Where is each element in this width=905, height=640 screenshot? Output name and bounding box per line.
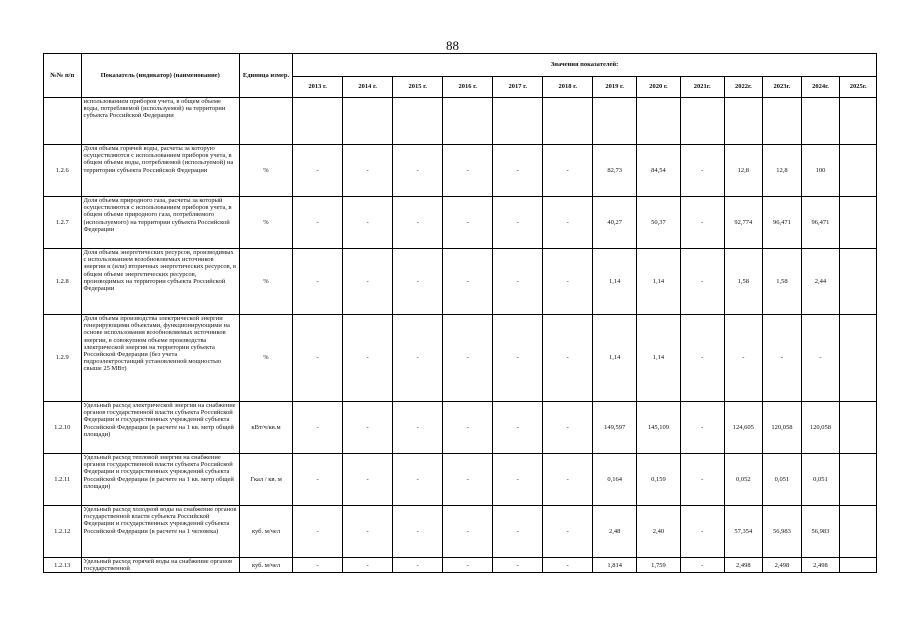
value-cell: - [680, 315, 724, 402]
unit-cell: куб. м/чел [239, 558, 292, 573]
value-cell [393, 98, 443, 145]
indicator-name: Удельный расход холодной воды на снабжение органов государственной власти субъекта Российской Федерации и государственных учреждений субъекта Российской Федерации (в расчете на 1 человека) [81, 506, 239, 558]
table-row [44, 315, 877, 402]
header-year: 2016 г. [443, 77, 493, 98]
header-year: 2022г. [724, 77, 763, 98]
unit-cell: % [239, 145, 292, 197]
header-year: 2013 г. [293, 77, 343, 98]
indicator-name: Доля объема производства электрической энергии генерирующими объектами, функционирующими на основе использования возобновляемых источников энергии, в совокупном объеме производства электрической энергии на территории субъекта Российской Федерации (без учета гидроэлектростанций установленной мощностью свыше 25 МВт) [81, 315, 239, 402]
value-cell: 96,471 [763, 197, 802, 249]
value-cell [840, 315, 877, 402]
value-cell: 56,983 [763, 506, 802, 558]
value-cell: - [343, 249, 393, 315]
value-cell [763, 98, 802, 145]
value-cell: 1,14 [593, 315, 637, 402]
value-cell: - [543, 145, 593, 197]
header-year: 2023г. [763, 77, 802, 98]
value-cell [724, 98, 763, 145]
value-cell: - [493, 145, 543, 197]
table-row [44, 145, 877, 197]
value-cell: 82,73 [593, 145, 637, 197]
unit-cell [239, 98, 292, 145]
value-cell: - [493, 558, 543, 573]
value-cell: - [393, 558, 443, 573]
value-cell: 96,471 [801, 197, 840, 249]
value-cell: - [393, 145, 443, 197]
row-number: 1.2.6 [44, 145, 82, 197]
row-number: 1.2.8 [44, 249, 82, 315]
value-cell: 1,759 [637, 558, 681, 573]
value-cell [443, 98, 493, 145]
row-number: 1.2.11 [44, 454, 82, 506]
value-cell: 149,597 [593, 402, 637, 454]
value-cell: - [493, 454, 543, 506]
table-row [44, 98, 877, 145]
value-cell: - [680, 197, 724, 249]
header-unit: Единица измер. [239, 54, 292, 98]
value-cell [680, 98, 724, 145]
value-cell: 2,44 [801, 249, 840, 315]
value-cell: - [680, 249, 724, 315]
value-cell: - [680, 558, 724, 573]
table-row [44, 558, 877, 573]
value-cell: - [443, 402, 493, 454]
table-row [44, 197, 877, 249]
value-cell: - [493, 402, 543, 454]
indicator-name: использованием приборов учета, в общем объеме воды, потребляемой (используемой) на территории субъекта Российской Федерации [81, 98, 239, 145]
value-cell: 2,48 [593, 506, 637, 558]
value-cell: 2,498 [763, 558, 802, 573]
value-cell: - [393, 315, 443, 402]
value-cell: 1,14 [593, 249, 637, 315]
unit-cell: % [239, 249, 292, 315]
value-cell [637, 98, 681, 145]
header-year: 2020 г. [637, 77, 681, 98]
value-cell [293, 98, 343, 145]
unit-cell: куб. м/чел [239, 506, 292, 558]
indicator-name: Удельный расход электрической энергии на снабжение органов государственной власти субъекта Российской Федерации и государственных учреждений субъекта Российской Федерации (в расчете на 1 кв. метр общей площади) [81, 402, 239, 454]
value-cell: 0,051 [801, 454, 840, 506]
header-indicator: Показатель (индикатор) (наименование) [81, 54, 239, 98]
value-cell: 56,983 [801, 506, 840, 558]
value-cell: - [680, 454, 724, 506]
value-cell: - [393, 249, 443, 315]
value-cell: - [443, 249, 493, 315]
value-cell [343, 98, 393, 145]
value-cell: 1,14 [637, 249, 681, 315]
value-cell: 145,109 [637, 402, 681, 454]
value-cell: - [763, 315, 802, 402]
value-cell: 12,8 [763, 145, 802, 197]
value-cell: 0,052 [724, 454, 763, 506]
row-number: 1.2.10 [44, 402, 82, 454]
value-cell: - [801, 315, 840, 402]
table-row [44, 249, 877, 315]
value-cell: - [543, 506, 593, 558]
value-cell: - [680, 506, 724, 558]
value-cell: - [493, 506, 543, 558]
value-cell: - [393, 197, 443, 249]
value-cell [840, 145, 877, 197]
value-cell: 0,164 [593, 454, 637, 506]
value-cell: - [724, 315, 763, 402]
value-cell: - [680, 145, 724, 197]
value-cell: - [343, 558, 393, 573]
row-number: 1.2.7 [44, 197, 82, 249]
value-cell: - [493, 315, 543, 402]
value-cell: - [293, 315, 343, 402]
table-row [44, 506, 877, 558]
value-cell: - [443, 315, 493, 402]
indicator-name: Доля объема энергетических ресурсов, производимых с использованием возобновляемых источников энергии и (или) вторичных энергетических ресурсов, в общем объеме энергетических ресурсов, производимых на территории субъекта Российской Федерации [81, 249, 239, 315]
value-cell: - [443, 145, 493, 197]
value-cell: - [543, 454, 593, 506]
header-year: 2014 г. [343, 77, 393, 98]
value-cell: - [293, 558, 343, 573]
header-year: 2024г. [801, 77, 840, 98]
indicators-table [43, 53, 877, 573]
value-cell: - [293, 197, 343, 249]
value-cell: - [293, 506, 343, 558]
value-cell: 1,58 [763, 249, 802, 315]
value-cell: - [680, 402, 724, 454]
value-cell: 12,8 [724, 145, 763, 197]
value-cell [840, 197, 877, 249]
value-cell: 92,774 [724, 197, 763, 249]
header-year: 2015 г. [393, 77, 443, 98]
row-number [44, 98, 82, 145]
value-cell: 120,058 [763, 402, 802, 454]
header-year: 2021г. [680, 77, 724, 98]
value-cell: - [543, 197, 593, 249]
value-cell: 1,814 [593, 558, 637, 573]
row-number: 1.2.12 [44, 506, 82, 558]
header-year: 2019 г. [593, 77, 637, 98]
value-cell: 100 [801, 145, 840, 197]
value-cell: - [543, 315, 593, 402]
value-cell: 2,498 [724, 558, 763, 573]
value-cell: 2,498 [801, 558, 840, 573]
value-cell [840, 98, 877, 145]
header-year: 2025г. [840, 77, 877, 98]
table-row [44, 402, 877, 454]
page-number: 88 [446, 38, 459, 53]
value-cell [493, 98, 543, 145]
row-number: 1.2.13 [44, 558, 82, 573]
value-cell: 0,159 [637, 454, 681, 506]
value-cell [543, 98, 593, 145]
value-cell: 1,14 [637, 315, 681, 402]
value-cell: 1,58 [724, 249, 763, 315]
value-cell: 2,40 [637, 506, 681, 558]
value-cell [840, 558, 877, 573]
value-cell: 120,058 [801, 402, 840, 454]
value-cell [840, 506, 877, 558]
value-cell: - [293, 402, 343, 454]
row-number: 1.2.9 [44, 315, 82, 402]
value-cell: 50,37 [637, 197, 681, 249]
value-cell: 84,54 [637, 145, 681, 197]
value-cell: - [443, 506, 493, 558]
value-cell: - [343, 145, 393, 197]
value-cell: - [443, 558, 493, 573]
unit-cell: % [239, 197, 292, 249]
header-year: 2018 г. [543, 77, 593, 98]
value-cell: - [393, 454, 443, 506]
value-cell: - [443, 197, 493, 249]
table-row [44, 454, 877, 506]
value-cell: - [393, 506, 443, 558]
unit-cell: % [239, 315, 292, 402]
value-cell [840, 402, 877, 454]
unit-cell: кВт/ч/кв.м [239, 402, 292, 454]
value-cell: - [343, 506, 393, 558]
value-cell: - [543, 558, 593, 573]
value-cell: - [343, 454, 393, 506]
indicator-name: Доля объема природного газа, расчеты за который осуществляются с использованием приборов учета, в общем объеме природного газа, потребляемого (используемого) на территории субъекта Российской Федерации [81, 197, 239, 249]
value-cell: 40,27 [593, 197, 637, 249]
value-cell: - [493, 249, 543, 315]
value-cell: - [543, 402, 593, 454]
indicator-name: Удельный расход тепловой энергии на снабжение органов государственной власти субъекта Российской Федерации и государственных учреждений субъекта Российской Федерации (в расчете на 1 кв. метр общей площади) [81, 454, 239, 506]
value-cell [840, 249, 877, 315]
value-cell: - [293, 145, 343, 197]
value-cell [593, 98, 637, 145]
value-cell: 124,605 [724, 402, 763, 454]
value-cell: 57,354 [724, 506, 763, 558]
value-cell: - [293, 249, 343, 315]
value-cell: - [543, 249, 593, 315]
value-cell: - [293, 454, 343, 506]
header-year: 2017 г. [493, 77, 543, 98]
value-cell: - [443, 454, 493, 506]
value-cell [840, 454, 877, 506]
value-cell: - [343, 197, 393, 249]
unit-cell: Гкал / кв. м [239, 454, 292, 506]
value-cell: - [343, 315, 393, 402]
value-cell: - [493, 197, 543, 249]
header-values-group: Значения показателей: [293, 54, 877, 77]
value-cell: 0,051 [763, 454, 802, 506]
value-cell [801, 98, 840, 145]
indicator-name: Доля объема горячей воды, расчеты за которую осуществляются с использованием приборов учета, в общем объеме воды, потребляемой (используемой) на территории субъекта Российской Федерации [81, 145, 239, 197]
value-cell: - [343, 402, 393, 454]
indicator-name: Удельный расход горячей воды на снабжение органов государственной [81, 558, 239, 573]
header-num: №№ п/п [44, 54, 82, 98]
value-cell: - [393, 402, 443, 454]
